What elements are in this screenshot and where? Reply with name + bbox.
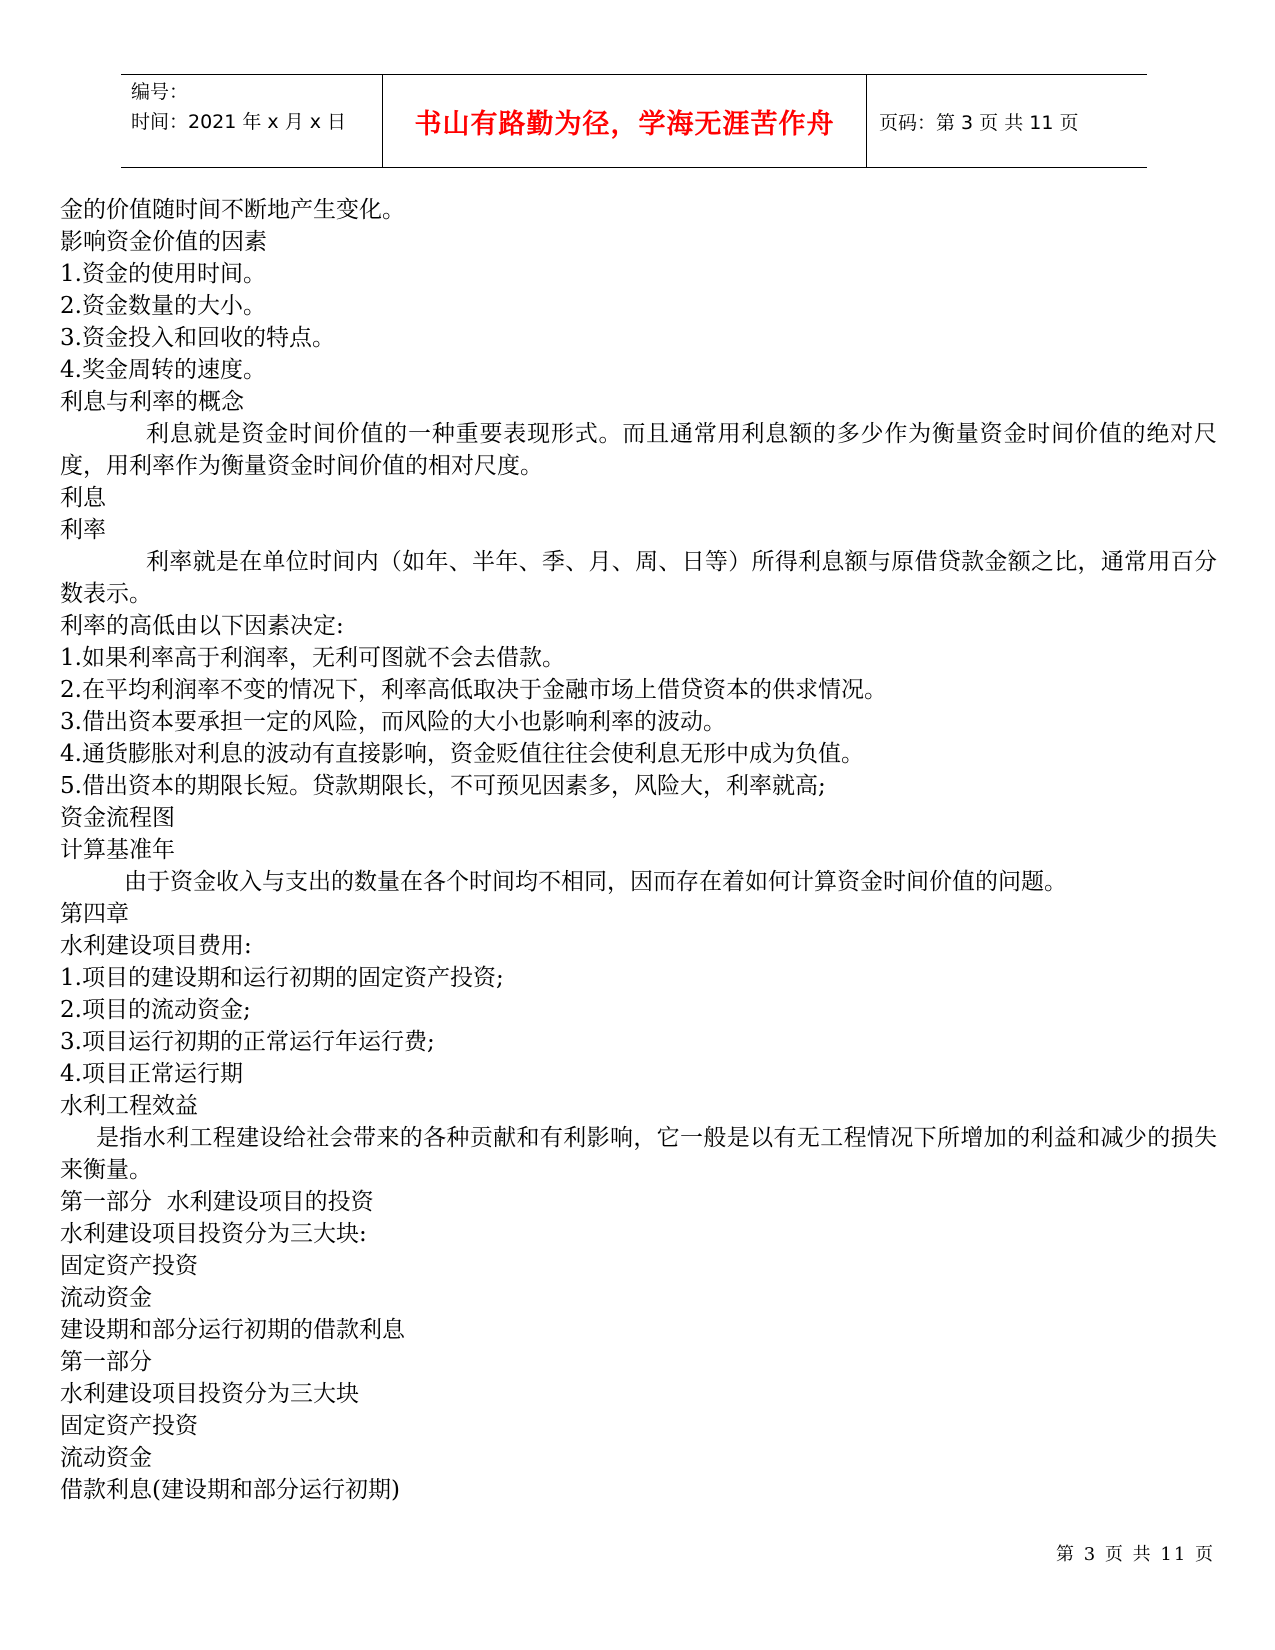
header-motto: 书山有路勤为径，学海无涯苦作舟: [414, 108, 835, 140]
header-page-cell: [867, 75, 1147, 167]
section-heading: 利率: [60, 517, 106, 543]
header-number-label: 编号：: [131, 81, 189, 103]
document-header: [121, 74, 1147, 168]
section-heading: 影响资金价值的因素: [60, 229, 267, 255]
section-heading: 计算基准年: [60, 837, 175, 863]
text-line: 建设期和部分运行初期的借款利息: [60, 1317, 405, 1343]
text-line: 流动资金: [60, 1285, 152, 1311]
section-heading: 资金流程图: [60, 805, 175, 831]
list-item: 1.资金的使用时间。: [60, 261, 266, 287]
paragraph: 利息就是资金时间价值的一种重要表现形式。而且通常用利息额的多少作为衡量资金时间价值的绝对尺度，用利率作为衡量资金时间价值的相对尺度。: [60, 421, 1217, 479]
list-item: 2.项目的流动资金;: [60, 997, 251, 1023]
list-item: 5.借出资本的期限长短。贷款期限长，不可预见因素多，风险大，利率就高;: [60, 773, 826, 799]
list-item: 1.如果利率高于利润率，无利可图就不会去借款。: [60, 645, 565, 671]
list-item: 2.资金数量的大小。: [60, 293, 266, 319]
text-line: 金的价值随时间不断地产生变化。: [60, 197, 405, 223]
section-heading: 水利建设项目费用:: [60, 933, 252, 959]
chapter-heading: 第四章: [60, 901, 129, 927]
text-line: 固定资产投资: [60, 1253, 198, 1279]
header-meta-cell: [121, 75, 383, 167]
document-body: [60, 194, 1217, 1506]
text-line: 固定资产投资: [60, 1413, 198, 1439]
list-item: 4.项目正常运行期: [60, 1061, 243, 1087]
header-motto-cell: [383, 75, 867, 167]
section-heading: 利息与利率的概念: [60, 389, 244, 415]
list-item: 3.借出资本要承担一定的风险，而风险的大小也影响利率的波动。: [60, 709, 726, 735]
paragraph: 由于资金收入与支出的数量在各个时间均不相同，因而存在着如何计算资金时间价值的问题。: [124, 869, 1067, 895]
section-heading: 第一部分 水利建设项目的投资: [60, 1189, 374, 1215]
list-item: 1.项目的建设期和运行初期的固定资产投资;: [60, 965, 504, 991]
paragraph: 是指水利工程建设给社会带来的各种贡献和有利影响，它一般是以有无工程情况下所增加的利益和减少的损失来衡量。: [60, 1125, 1217, 1183]
header-page-label: 页码：第 3 页 共 11 页: [879, 111, 1079, 134]
text-line: 流动资金: [60, 1445, 152, 1471]
list-item: 4.通货膨胀对利息的波动有直接影响，资金贬值往往会使利息无形中成为负值。: [60, 741, 864, 767]
page-footer: 第 3 页 共 11 页: [1056, 1544, 1215, 1565]
section-heading: 水利工程效益: [60, 1093, 198, 1119]
header-time-label: 时间：2021 年 x 月 x 日: [131, 111, 347, 133]
list-item: 4.奖金周转的速度。: [60, 357, 266, 383]
section-heading: 第一部分: [60, 1349, 152, 1375]
section-heading: 利息: [60, 485, 106, 511]
text-line: 借款利息(建设期和部分运行初期): [60, 1477, 400, 1503]
section-heading: 水利建设项目投资分为三大块:: [60, 1221, 367, 1247]
paragraph: 利率就是在单位时间内（如年、半年、季、月、周、日等）所得利息额与原借贷款金额之比，通常用百分数表示。: [60, 549, 1217, 607]
list-item: 3.项目运行初期的正常运行年运行费;: [60, 1029, 435, 1055]
section-heading: 利率的高低由以下因素决定:: [60, 613, 344, 639]
list-item: 2.在平均利润率不变的情况下，利率高低取决于金融市场上借贷资本的供求情况。: [60, 677, 887, 703]
text-line: 水利建设项目投资分为三大块: [60, 1381, 359, 1407]
list-item: 3.资金投入和回收的特点。: [60, 325, 335, 351]
